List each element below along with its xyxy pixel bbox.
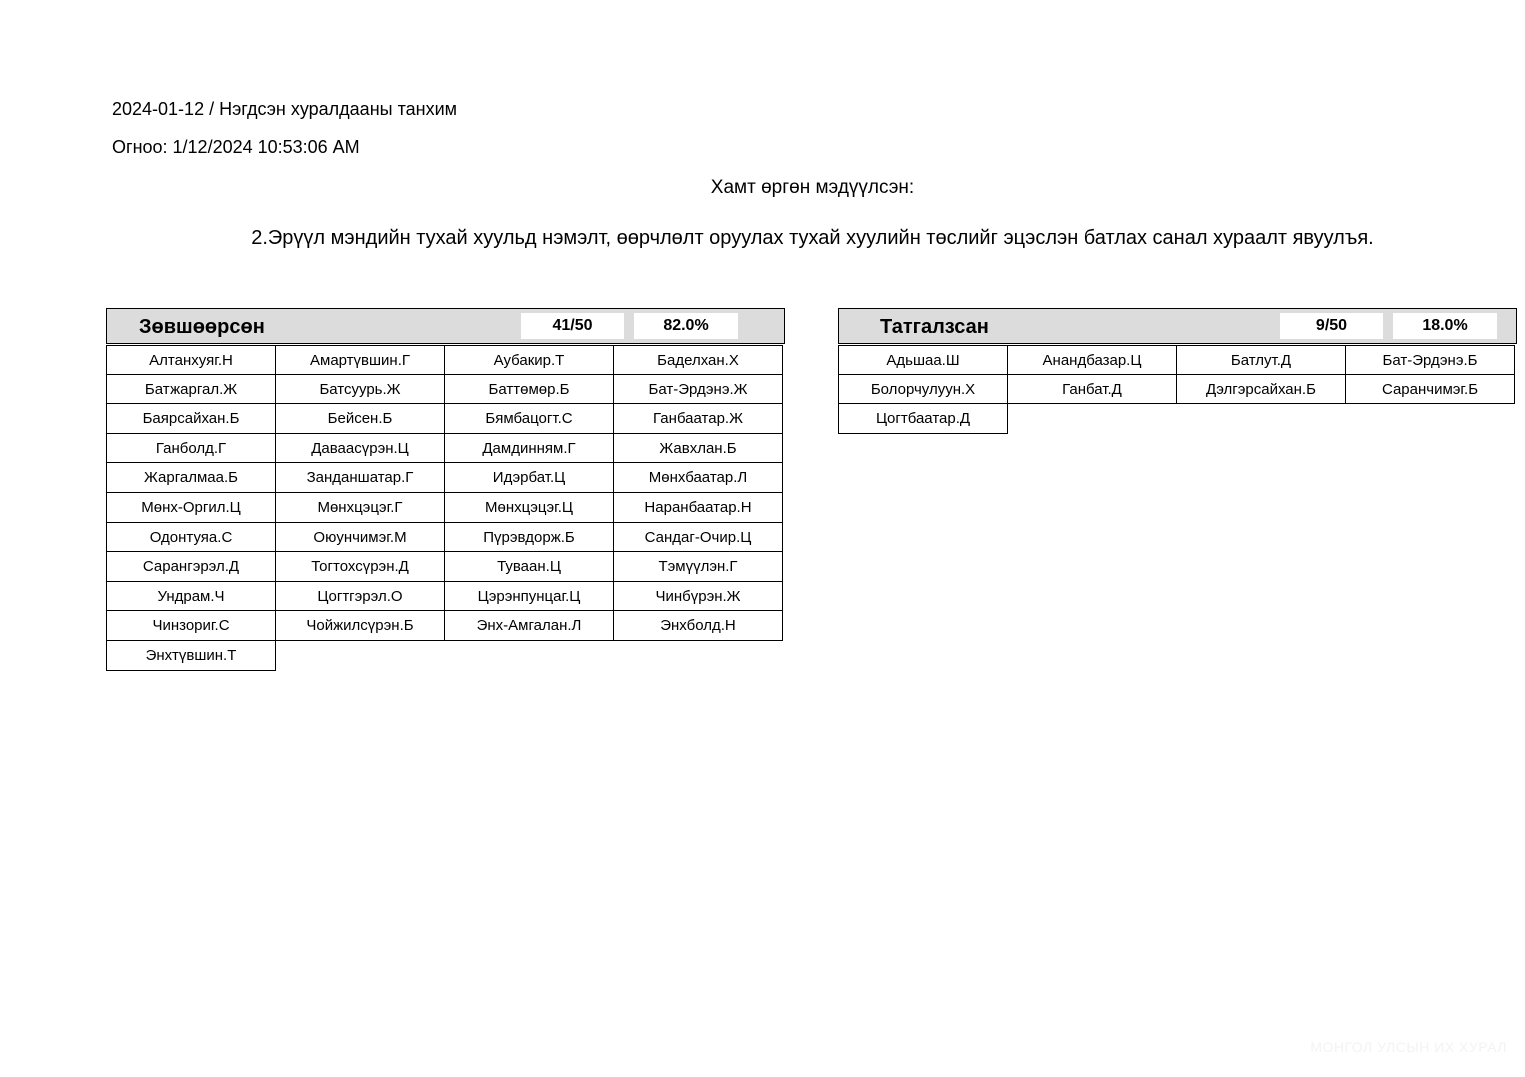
motion-text: 2.Эрүүл мэндийн тухай хуульд нэмэлт, өөрчлөлт оруулах тухай хуулийн төслийг эцэслэн батлах санал хураалт явуулъя. (251, 227, 1374, 249)
rejected-member-name: Дэлгэрсайхан.Б (1177, 375, 1346, 405)
rejected-member-name: Ганбат.Д (1008, 375, 1177, 405)
approved-member-name: Бямбацогт.С (445, 404, 614, 434)
rejected-count: 9/50 (1280, 313, 1383, 339)
approved-member-name: Бейсен.Б (276, 404, 445, 434)
approved-names-grid (106, 345, 783, 671)
rejected-member-name: Анандбазар.Ц (1008, 345, 1177, 375)
parliament-watermark: МОНГОЛ УЛСЫН ИХ ХУРАЛ (1310, 1039, 1507, 1055)
reporter-label: Хамт өргөн мэдүүлсэн: (710, 177, 915, 198)
rejected-member-name: Цогтбаатар.Д (839, 404, 1008, 434)
approved-member-name: Тогтохсүрэн.Д (276, 552, 445, 582)
approved-member-name: Энхтүвшин.Т (107, 641, 276, 671)
approved-member-name: Жаргалмаа.Б (107, 463, 276, 493)
approved-member-name: Занданшатар.Г (276, 463, 445, 493)
approved-member-name: Даваасүрэн.Ц (276, 434, 445, 464)
approved-member-name: Энх-Амгалан.Л (445, 611, 614, 641)
vote-date: Огноо: 1/12/2024 10:53:06 AM (112, 137, 360, 157)
approved-member-name: Жавхлан.Б (614, 434, 783, 464)
approved-member-name: Цэрэнпунцаг.Ц (445, 582, 614, 612)
approved-member-name: Бат-Эрдэнэ.Ж (614, 375, 783, 405)
approved-member-name: Амартүвшин.Г (276, 345, 445, 375)
approved-count: 41/50 (521, 313, 624, 339)
approved-title: Зөвшөөрсөн (139, 316, 265, 338)
approved-member-name: Цогтгэрэл.О (276, 582, 445, 612)
rejected-member-name: Бат-Эрдэнэ.Б (1346, 345, 1515, 375)
approved-member-name: Пүрэвдорж.Б (445, 523, 614, 553)
approved-member-name: Мөнхбаатар.Л (614, 463, 783, 493)
rejected-vote-panel (838, 308, 1517, 434)
rejected-header (838, 308, 1517, 344)
rejected-title: Татгалзсан (880, 316, 989, 338)
approved-member-name: Ганбаатар.Ж (614, 404, 783, 434)
approved-vote-panel (106, 308, 785, 671)
rejected-member-name: Саранчимэг.Б (1346, 375, 1515, 405)
approved-member-name: Дамдинням.Г (445, 434, 614, 464)
rejected-names-grid (838, 345, 1515, 434)
approved-member-name: Мөнхцэцэг.Г (276, 493, 445, 523)
approved-member-name: Сарангэрэл.Д (107, 552, 276, 582)
approved-member-name: Батсуурь.Ж (276, 375, 445, 405)
rejected-percent: 18.0% (1393, 313, 1497, 339)
approved-member-name: Чойжилсүрэн.Б (276, 611, 445, 641)
rejected-member-name: Адьшаа.Ш (839, 345, 1008, 375)
approved-member-name: Алтанхуяг.Н (107, 345, 276, 375)
approved-member-name: Аубакир.Т (445, 345, 614, 375)
approved-member-name: Туваан.Ц (445, 552, 614, 582)
approved-member-name: Сандаг-Очир.Ц (614, 523, 783, 553)
session-title: 2024-01-12 / Нэгдсэн хуралдааны танхим (112, 99, 457, 119)
approved-header (106, 308, 785, 344)
approved-member-name: Ундрам.Ч (107, 582, 276, 612)
approved-member-name: Наранбаатар.Н (614, 493, 783, 523)
approved-member-name: Энхболд.Н (614, 611, 783, 641)
approved-member-name: Чинбүрэн.Ж (614, 582, 783, 612)
approved-member-name: Баярсайхан.Б (107, 404, 276, 434)
approved-member-name: Тэмүүлэн.Г (614, 552, 783, 582)
approved-member-name: Ганболд.Г (107, 434, 276, 464)
approved-member-name: Оюунчимэг.М (276, 523, 445, 553)
rejected-member-name: Болорчулуун.Х (839, 375, 1008, 405)
approved-member-name: Мөнхцэцэг.Ц (445, 493, 614, 523)
approved-member-name: Одонтуяа.С (107, 523, 276, 553)
approved-member-name: Чинзориг.С (107, 611, 276, 641)
approved-member-name: Баттөмөр.Б (445, 375, 614, 405)
approved-percent: 82.0% (634, 313, 738, 339)
rejected-member-name: Батлут.Д (1177, 345, 1346, 375)
approved-member-name: Батжаргал.Ж (107, 375, 276, 405)
approved-member-name: Баделхан.Х (614, 345, 783, 375)
approved-member-name: Идэрбат.Ц (445, 463, 614, 493)
approved-member-name: Мөнх-Оргил.Ц (107, 493, 276, 523)
